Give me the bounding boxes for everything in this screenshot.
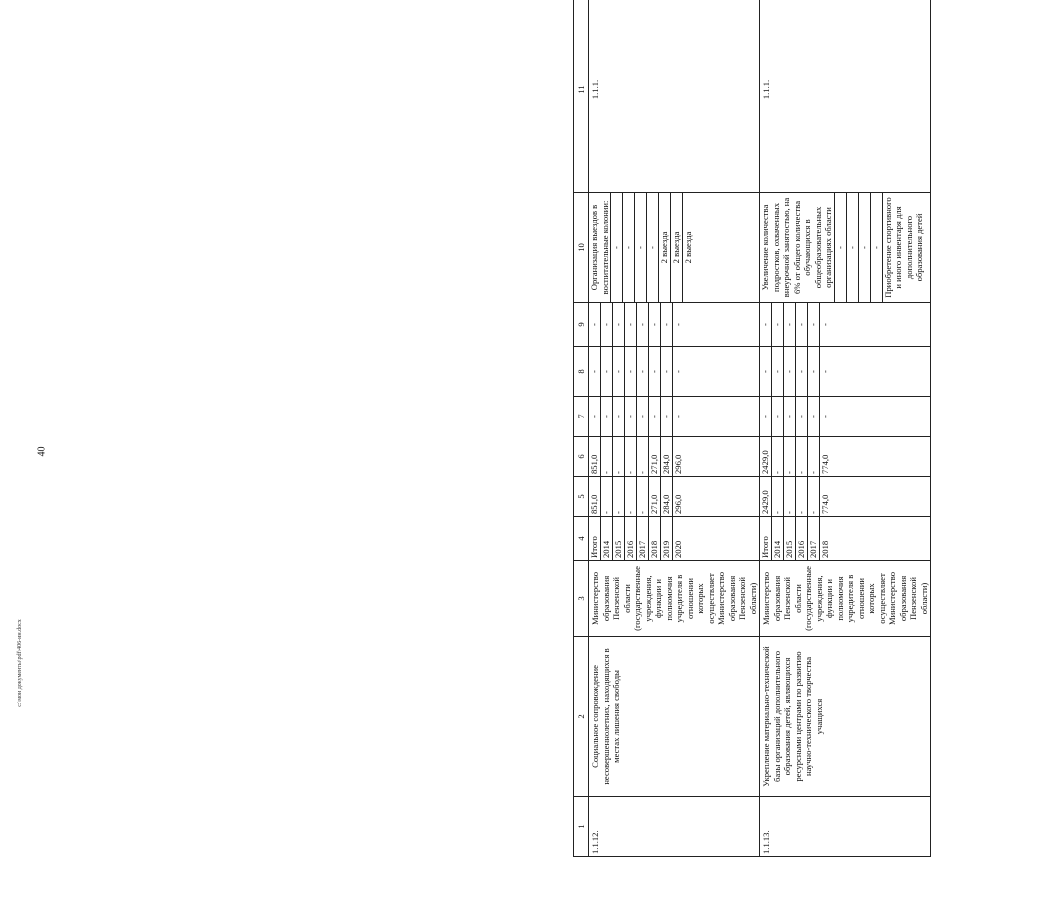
- amount-total-cell-value: -: [808, 477, 820, 516]
- col9-cell-value: -: [661, 303, 673, 346]
- col7-cell-value: -: [589, 415, 600, 418]
- amount-total-cell-value: 2429,0: [760, 490, 771, 514]
- row-id: 1.1.12.: [589, 797, 760, 857]
- years-cell: [760, 517, 931, 561]
- amount-regional-cell-value: -: [784, 437, 796, 476]
- link-cell: 1.1.1.: [760, 0, 931, 193]
- amount-regional-cell: [589, 437, 760, 477]
- indicator-cell-value: -: [647, 193, 659, 302]
- rotated-table-layer: [573, 47, 1063, 857]
- col9-cell-value: -: [649, 303, 661, 346]
- years-cell-value: 2015: [613, 517, 625, 560]
- col7-cell-value: -: [796, 397, 808, 436]
- years-cell-value: 2019: [661, 517, 673, 560]
- col7-cell-value: -: [808, 397, 820, 436]
- amount-regional-cell-value: 851,0: [589, 454, 600, 474]
- col9-cell-value: -: [673, 303, 685, 346]
- years-cell-value: 2018: [820, 517, 832, 560]
- amount-regional-cell: [760, 437, 931, 477]
- col7-cell-value: -: [772, 397, 784, 436]
- amount-total-cell-value: -: [601, 477, 613, 516]
- col8-cell-value: -: [625, 347, 637, 396]
- indicator-cell-value: -: [846, 193, 858, 302]
- col7-cell-value: -: [649, 397, 661, 436]
- amount-total-cell-value: -: [784, 477, 796, 516]
- col9-cell: [760, 303, 931, 347]
- amount-total-cell-value: 271,0: [649, 477, 661, 516]
- col7-cell: [589, 397, 760, 437]
- years-cell-value: 2016: [625, 517, 637, 560]
- years-cell-value: 2016: [796, 517, 808, 560]
- amount-regional-cell-value: 284,0: [661, 437, 673, 476]
- col9-cell: [589, 303, 760, 347]
- years-cell-value: 2018: [649, 517, 661, 560]
- column-header-2: 2: [574, 637, 589, 797]
- indicator-cell-value: Организация выездов в воспитательные колонии:: [589, 200, 610, 295]
- table-row: [760, 0, 931, 857]
- years-cell-value: Итого: [589, 536, 600, 558]
- col8-cell-value: -: [601, 347, 613, 396]
- col7-cell-value: -: [601, 397, 613, 436]
- col9-cell-value: -: [760, 323, 771, 326]
- col8-cell-value: -: [760, 370, 771, 373]
- column-header-9: 9: [574, 303, 589, 347]
- years-cell-value: 2015: [784, 517, 796, 560]
- col7-cell-value: -: [784, 397, 796, 436]
- col7-cell-value: -: [613, 397, 625, 436]
- years-cell-value: Итого: [760, 536, 771, 558]
- col8-cell-value: -: [589, 370, 600, 373]
- executor-cell: Министерство образования Пензенской области (государственные учреждения, функции и полномочия учредителя в отношении которых осуществляет Министерство образования Пензенской области): [760, 561, 931, 637]
- amount-regional-cell-value: -: [637, 437, 649, 476]
- col8-cell-value: -: [784, 347, 796, 396]
- indicator-cell-value: -: [623, 193, 635, 302]
- indicator-cell-value: 2 выезда: [683, 193, 695, 302]
- amount-total-cell: [589, 477, 760, 517]
- measure-name: Укрепление материально-технической базы организаций дополнительного образования детей, являющихся ресурсными центрами по развитию научно-технического творчества учащихся: [760, 637, 931, 797]
- col8-cell-value: -: [613, 347, 625, 396]
- col7-cell-value: -: [673, 397, 685, 436]
- column-header-3: 3: [574, 561, 589, 637]
- column-header-10: 10: [574, 193, 589, 303]
- amount-total-cell-value: -: [637, 477, 649, 516]
- col9-cell-value: -: [784, 303, 796, 346]
- col9-cell-value: -: [808, 303, 820, 346]
- years-cell: [589, 517, 760, 561]
- header-row: [574, 0, 589, 857]
- years-cell-value: 2017: [637, 517, 649, 560]
- col9-cell-value: -: [613, 303, 625, 346]
- col7-cell-value: -: [760, 415, 771, 418]
- amount-total-cell-value: -: [613, 477, 625, 516]
- indicator-cell: [589, 193, 760, 303]
- col8-cell: [589, 347, 760, 397]
- table-row: [589, 0, 760, 857]
- col9-cell-value: -: [625, 303, 637, 346]
- col7-cell: [760, 397, 931, 437]
- years-cell-value: 2017: [808, 517, 820, 560]
- indicator-cell-value: -: [611, 193, 623, 302]
- col7-cell-value: -: [637, 397, 649, 436]
- column-header-5: 5: [574, 477, 589, 517]
- col8-cell-value: -: [649, 347, 661, 396]
- amount-total-cell-value: 296,0: [673, 477, 685, 516]
- amount-regional-cell-value: -: [613, 437, 625, 476]
- page-number: 40: [36, 446, 48, 457]
- column-header-11: 11: [574, 0, 589, 193]
- col8-cell-value: -: [796, 347, 808, 396]
- indicator-cell-value: -: [858, 193, 870, 302]
- amount-regional-cell-value: 774,0: [820, 437, 832, 476]
- col9-cell-value: -: [589, 323, 600, 326]
- indicator-cell-value: 2 выезда: [659, 193, 671, 302]
- amount-total-cell-value: 284,0: [661, 477, 673, 516]
- col8-cell-value: -: [661, 347, 673, 396]
- column-header-1: 1: [574, 797, 589, 857]
- col8-cell-value: -: [820, 347, 832, 396]
- col8-cell-value: -: [673, 347, 685, 396]
- indicator-cell-value: -: [870, 193, 882, 302]
- executor-cell: Министерство образования Пензенской области (государственные учреждения, функции и полномочия учредителя в отношении которых осуществляет Министерство образования Пензенской области): [589, 561, 760, 637]
- amount-regional-cell-value: 271,0: [649, 437, 661, 476]
- column-header-6: 6: [574, 437, 589, 477]
- col9-cell-value: -: [820, 303, 832, 346]
- indicator-cell: [760, 193, 931, 303]
- col7-cell-value: -: [661, 397, 673, 436]
- column-header-4: 4: [574, 517, 589, 561]
- amount-regional-cell-value: -: [601, 437, 613, 476]
- row-id: 1.1.13.: [760, 797, 931, 857]
- amount-total-cell-value: -: [772, 477, 784, 516]
- amount-regional-cell-value: 2429,0: [760, 450, 771, 474]
- amount-total-cell-value: -: [796, 477, 808, 516]
- measure-name: Социальное сопровождение несовершеннолетних, находящихся в местах лишения свободы: [589, 637, 760, 797]
- link-cell: 1.1.1.: [589, 0, 760, 193]
- amount-regional-cell-value: 296,0: [673, 437, 685, 476]
- years-cell-value: 2020: [673, 517, 685, 560]
- col8-cell: [760, 347, 931, 397]
- col9-cell-value: -: [601, 303, 613, 346]
- program-table: [573, 0, 931, 857]
- amount-regional-cell-value: -: [796, 437, 808, 476]
- indicator-cell-value: -: [635, 193, 647, 302]
- indicator-cell-value: Увеличение количества подростков, охваченных внеурочной занятостью, на 6% от общего количества обучающихся в общеобразовательных организациях области: [760, 197, 834, 298]
- col9-cell-value: -: [796, 303, 808, 346]
- col7-cell-value: -: [625, 397, 637, 436]
- years-cell-value: 2014: [772, 517, 784, 560]
- col8-cell-value: -: [772, 347, 784, 396]
- amount-total-cell-value: -: [625, 477, 637, 516]
- indicator-cell-value: -: [834, 193, 846, 302]
- indicator-cell-value: 2 выезда: [671, 193, 683, 302]
- col8-cell-value: -: [808, 347, 820, 396]
- indicator-cell-value: Приобретение спортивного и иного инвентаря для дополнительного образования детей: [882, 193, 924, 302]
- col9-cell-value: -: [772, 303, 784, 346]
- column-header-8: 8: [574, 347, 589, 397]
- years-cell-value: 2014: [601, 517, 613, 560]
- amount-regional-cell-value: -: [772, 437, 784, 476]
- table-body: [589, 0, 931, 857]
- amount-regional-cell-value: -: [625, 437, 637, 476]
- col8-cell-value: -: [637, 347, 649, 396]
- amount-total-cell-value: 851,0: [589, 494, 600, 514]
- column-header-7: 7: [574, 397, 589, 437]
- amount-regional-cell-value: -: [808, 437, 820, 476]
- col7-cell-value: -: [820, 397, 832, 436]
- amount-total-cell: [760, 477, 931, 517]
- amount-total-cell-value: 774,0: [820, 477, 832, 516]
- footer-file-path: c:\мои документы\pdf\406-ин.docx: [17, 619, 23, 707]
- col9-cell-value: -: [637, 303, 649, 346]
